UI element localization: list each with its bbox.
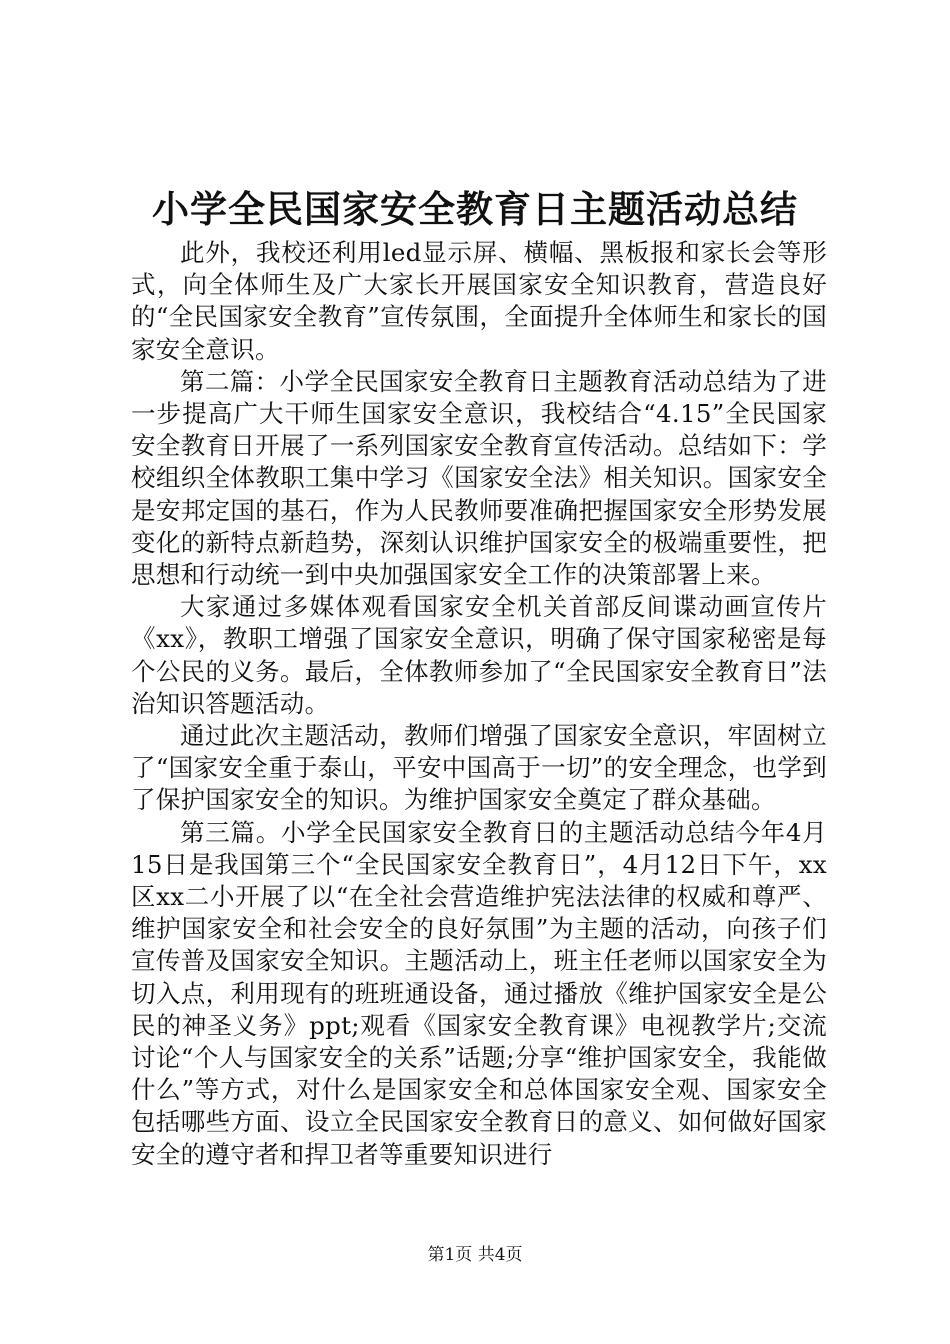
document-body — [131, 237, 827, 1171]
page-footer: 第1页 共4页 — [427, 1245, 523, 1265]
paragraph: 第三篇。小学全民国家安全教育日的主题活动总结今年4月15日是我国第三个“全民国家安全教育日”，4月12日下午，xx区xx二小开展了以“在全社会营造维护宪法法律的权威和尊严、维护国家安全和社会安全的良好氛围”为主题的活动，向孩子们宣传普及国家安全知识。主题活动上，班主任老师以国家安全为切入点，利用现有的班班通设备，通过播放《维护国家安全是公民的神圣义务》ppt;观看《国家安全教育课》电视教学片;交流讨论“个人与国家安全的关系”话题;分享“维护国家安全，我能做什么”等方式，对什么是国家安全和总体国家安全观、国家安全包括哪些方面、设立全民国家安全教育日的意义、如何做好国家安全的遵守者和捍卫者等重要知识进行 — [131, 817, 828, 1169]
paragraph: 大家通过多媒体观看国家安全机关首部反间谍动画宣传片《xx》，教职工增强了国家安全意识，明确了保守国家秘密是每个公民的义务。最后，全体教师参加了“全民国家安全教育日”法治知识答题活动。 — [131, 592, 827, 718]
document-title: 小学全民国家安全教育日主题活动总结 — [152, 188, 798, 231]
paragraph: 通过此次主题活动，教师们增强了国家安全意识，牢固树立了“国家安全重于泰山，平安中国高于一切”的安全理念，也学到了保护国家安全的知识。为维护国家安全奠定了群众基础。 — [131, 721, 827, 815]
paragraph: 此外，我校还利用led显示屏、横幅、黑板报和家长会等形式，向全体师生及广大家长开展国家安全知识教育，营造良好的“全民国家安全教育”宣传氛围，全面提升全体师生和家长的国家安全意识。 — [131, 238, 827, 364]
paragraph: 第二篇：小学全民国家安全教育日主题教育活动总结为了进一步提高广大干师生国家安全意识，我校结合“4.15”全民国家安全教育日开展了一系列国家安全教育宣传活动。总结如下：学校组织全体教职工集中学习《国家安全法》相关知识。国家安全是安邦定国的基石，作为人民教师要准确把握国家安全形势发展变化的新特点新趋势，深刻认识维护国家安全的极端重要性，把思想和行动统一到中央加强国家安全工作的决策部署上来。 — [131, 366, 827, 590]
